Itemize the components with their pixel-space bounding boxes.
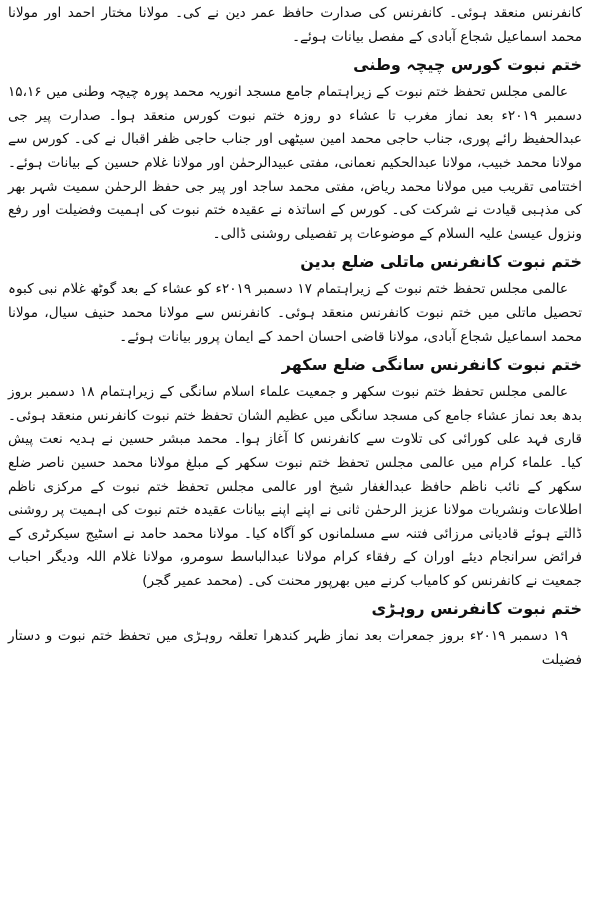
section-heading-matli: ختم نبوت کانفرنس ماتلی ضلع بدین: [300, 252, 582, 272]
article-page: [8, 2, 582, 918]
section-body-matli: عالمی مجلس تحفظ ختم نبوت کے زیراہتمام ۱۷ دسمبر ۲۰۱۹ء کو عشاء کے بعد گوٹھ غلام نبی کبوہ تحصیل ماتلی میں ختم نبوت کانفرنس منعقد ہوئی۔ کانفرنس سے مولانا محمد حنیف سیال، مولانا محمد اسماعیل شجاع آبادی، مولانا قاضی احسان احمد کے ایمان پرور بیانات ہوئے۔: [8, 281, 582, 345]
section-body-chichawatni: عالمی مجلس تحفظ ختم نبوت کے زیراہتمام جامع مسجد انوریہ محمد پورہ چیچہ وطنی میں ۱۵،۱۶ دسمبر ۲۰۱۹ء بعد نماز مغرب تا عشاء دو روزہ ختم نبوت کورس منعقد ہوا۔ صدارت پیر جی عبدالحفیظ رائے پوری، جناب حاجی محمد امین سیٹھی اور جناب حاجی ظفر اقبال نے کی۔ کورس سے مولانا محمد خبیب، مولانا عبدالحکیم نعمانی، مفتی عبیدالرحمٰن اور مولانا غلام حسین کے بیانات ہوئے۔ اختتامی تقریب میں مولانا محمد ریاض، مفتی محمد ساجد اور پیر جی حفظ الرحمٰن سمیت شہر بھر کی مذہبی قیادت نے شرکت کی۔ کورس کے اساتذہ نے عقیدہ ختم نبوت کی اہمیت وفضیلت اور رفع ونزول عیسیٰ علیہ السلام کے موضوعات پر تفصیلی روشنی ڈالی۔: [8, 84, 582, 242]
section-heading-rohri: ختم نبوت کانفرنس روہڑی: [371, 599, 582, 619]
section-heading-chichawatni: ختم نبوت کورس چیچہ وطنی: [353, 55, 582, 75]
intro-paragraph: کانفرنس منعقد ہوئی۔ کانفرنس کی صدارت حافظ عمر دین نے کی۔ مولانا مختار احمد اور مولانا محمد اسماعیل شجاع آبادی کے مفصل بیانات ہوئے۔: [8, 5, 582, 45]
section-body-rohri: ۱۹ دسمبر ۲۰۱۹ء بروز جمعرات بعد نماز ظہر کندھرا تعلقہ روہڑی میں تحفظ ختم نبوت و دستار فضیلت: [8, 628, 582, 669]
section-heading-sangi: ختم نبوت کانفرنس سانگی ضلع سکھر: [281, 355, 582, 375]
section-body-sangi: عالمی مجلس تحفظ ختم نبوت سکھر و جمعیت علماء اسلام سانگی کے زیراہتمام ۱۸ دسمبر بروز بدھ بعد نماز عشاء جامع کی مسجد سانگی میں عظیم الشان تحفظ ختم نبوت کانفرنس منعقد ہوئی۔ قاری فہد علی کورائی کی تلاوت سے کانفرنس کا آغاز ہوا۔ محمد مبشر حسین نے ہدیہ نعت پیش کیا۔ علماء کرام میں عالمی مجلس تحفظ ختم نبوت سکھر کے مبلغ مولانا محمد حسین ناصر ضلع سکھر کے نائب ناظم حافظ عبدالغفار شیخ اور عالمی مجلس تحفظ ختم نبوت کے مرکزی ناظم اطلاعات ونشریات مولانا عزیز الرحمٰن ثانی نے اپنے اپنے بیانات عقیدہ ختم نبوت کی اہمیت پر روشنی ڈالتے ہوئے قادیانی مرزائی فتنہ سے مسلمانوں کو آگاہ کیا۔ مولانا محمد حامد نے اسٹیج سیکرٹری کے فرائض سرانجام دیئے اوران کے رفقاء کرام مولانا عبدالباسط سومرو، مولانا غلام اللہ ودیگر احباب جمعیت نے کانفرنس کو کامیاب کرنے میں بھرپور محنت کی۔ (محمد عمیر گجر): [8, 384, 582, 589]
